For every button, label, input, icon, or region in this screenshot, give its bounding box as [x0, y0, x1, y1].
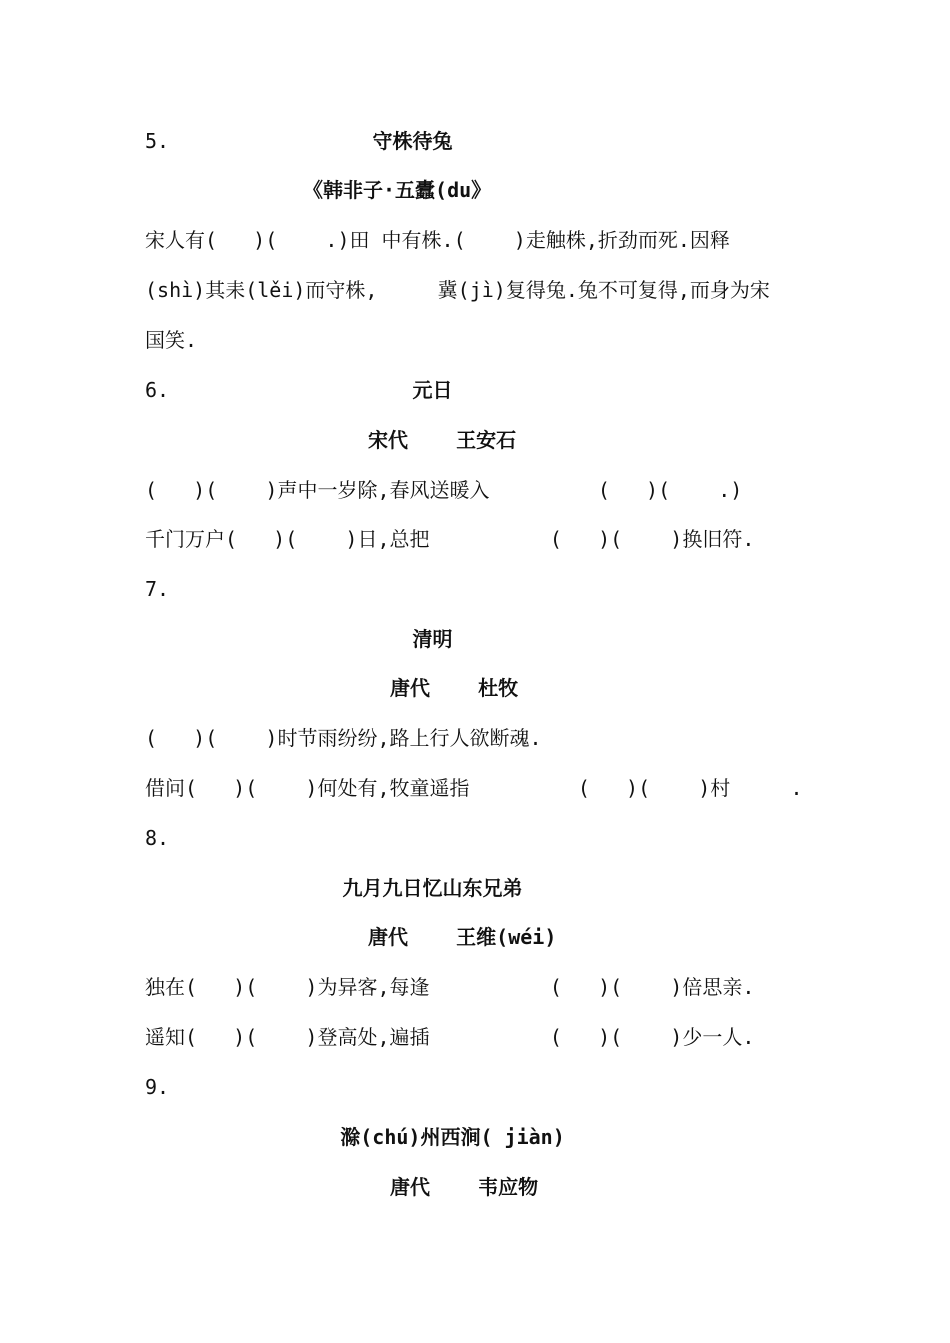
poem-6-source: 宋代 王安石: [368, 428, 517, 452]
poem-7-number: 7.: [145, 577, 170, 601]
poem-5-number: 5.: [145, 129, 170, 153]
poem-7-title: 清明: [412, 627, 453, 651]
poem-8-title: 九月九日忆山东兄弟: [342, 876, 523, 900]
poem-5-line-1: 宋人有( )( .)田 中有株.( )走触株,折劲而死.因释: [145, 228, 730, 252]
poem-8-number: 8.: [145, 826, 170, 850]
poem-8-line-2: 遥知( )( )登高处,遍插 ( )( )少一人.: [145, 1025, 755, 1049]
poem-5-line-2: (shì)其耒(lěi)而守株, 冀(jì)复得兔.兔不可复得,而身为宋: [145, 278, 770, 302]
poem-6-line-1: ( )( )声中一岁除,春风送暖入 ( )( .): [145, 478, 743, 502]
poem-7-line-2: 借问( )( )何处有,牧童遥指 ( )( )村 .: [145, 776, 803, 800]
poem-6-number: 6.: [145, 378, 170, 402]
poem-9-source: 唐代 韦应物: [390, 1175, 539, 1199]
poem-7-line-1: ( )( )时节雨纷纷,路上行人欲断魂.: [145, 726, 542, 750]
poem-5-title: 守株待兔: [372, 129, 453, 153]
poem-5-source: 《韩非子·五蠹(du》: [303, 178, 492, 202]
poem-6-title: 元日: [412, 378, 453, 402]
poem-5-line-3: 国笑.: [145, 328, 198, 352]
poem-8-source: 唐代 王维(wéi): [368, 925, 557, 949]
poem-9-number: 9.: [145, 1075, 170, 1099]
poem-7-source: 唐代 杜牧: [390, 676, 519, 700]
poem-8-line-1: 独在( )( )为异客,每逢 ( )( )倍思亲.: [145, 975, 755, 999]
poem-9-title: 滁(chú)州西涧( jiàn): [340, 1125, 565, 1149]
poem-6-line-2: 千门万户( )( )日,总把 ( )( )换旧符.: [145, 527, 755, 551]
